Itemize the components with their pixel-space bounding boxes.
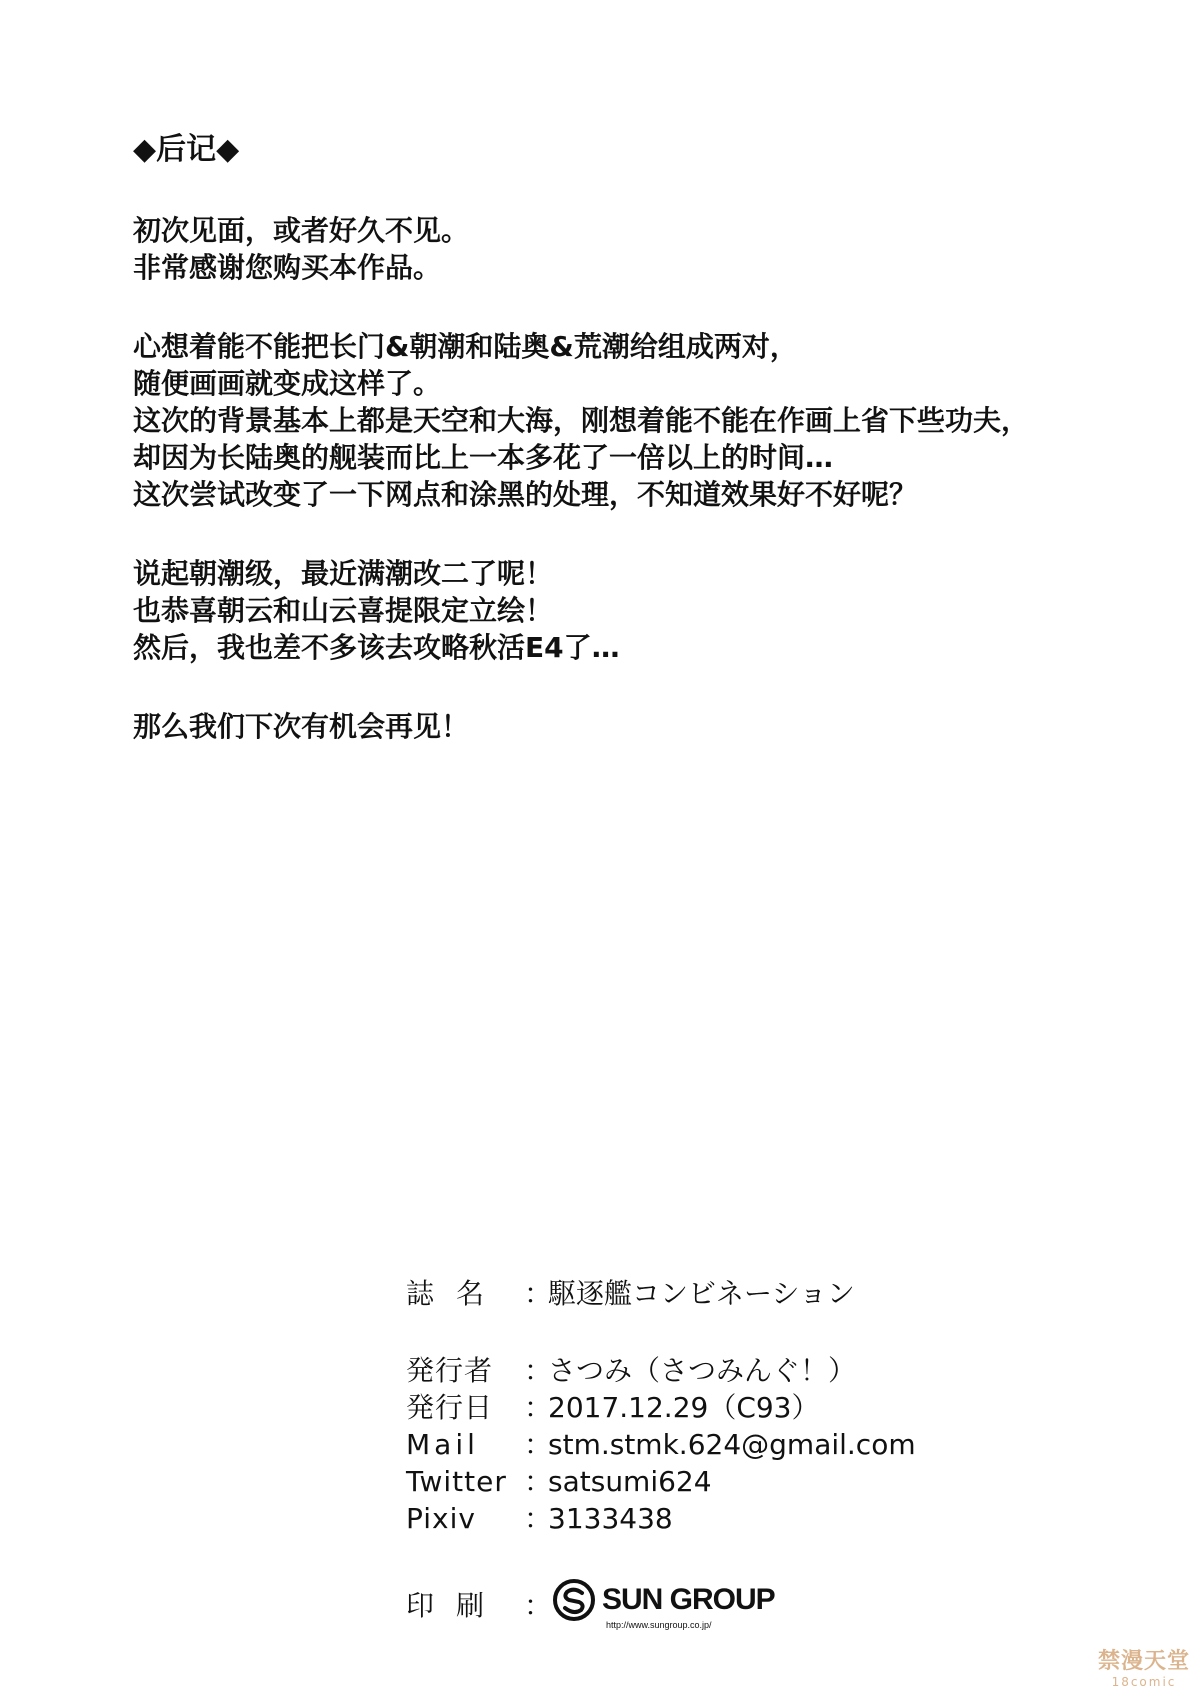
- colophon-twitter-label: Twitter: [406, 1465, 507, 1498]
- sun-group-emblem-icon: [552, 1578, 596, 1622]
- separator: ：: [524, 1428, 553, 1461]
- colophon-mail-row: [406, 1426, 926, 1463]
- colophon-date-value: 2017.12.29（C93）: [548, 1391, 820, 1424]
- colophon-pixiv-label: Pixiv: [406, 1502, 476, 1535]
- colophon-date-label: 発行日: [406, 1391, 494, 1424]
- watermark: [1098, 1644, 1190, 1689]
- colophon: [406, 1275, 926, 1631]
- afterword: [133, 130, 1153, 745]
- colophon-publisher-label: 発行者: [406, 1354, 494, 1387]
- sun-group-logo: [552, 1578, 775, 1630]
- colophon-mail-label: Mail: [406, 1428, 479, 1461]
- afterword-line: 初次见面，或者好久不见。: [133, 214, 470, 247]
- afterword-line: 非常感谢您购买本作品。: [133, 251, 442, 284]
- afterword-line: 也恭喜朝云和山云喜提限定立绘！: [133, 594, 554, 627]
- separator: ：: [524, 1465, 553, 1498]
- colophon-title-label: 誌名: [406, 1277, 507, 1310]
- colophon-pixiv-value: 3133438: [548, 1502, 673, 1535]
- afterword-heading: ◆后记◆: [133, 132, 240, 167]
- separator: ：: [524, 1277, 553, 1310]
- afterword-line: 却因为长陆奥的舰装而比上一本多花了一倍以上的时间…: [133, 441, 834, 474]
- afterword-line: 这次的背景基本上都是天空和大海，刚想着能不能在作画上省下些功夫，: [133, 404, 1030, 437]
- colophon-twitter-row: [406, 1463, 926, 1500]
- watermark-bottom: 18comic: [1111, 1675, 1177, 1689]
- afterword-line: 说起朝潮级，最近满潮改二了呢！: [133, 557, 554, 590]
- afterword-line: 随便画画就变成这样了。: [133, 367, 442, 400]
- afterword-line: 然后，我也差不多该去攻略秋活E4了…: [133, 631, 620, 664]
- sun-group-logo-url: http://www.sungroup.co.jp/: [606, 1620, 712, 1630]
- colophon-twitter-value: satsumi624: [548, 1465, 712, 1498]
- colophon-title-value: 駆逐艦コンビネーション: [548, 1277, 855, 1310]
- colophon-date-row: [406, 1389, 926, 1426]
- watermark-top: 禁漫天堂: [1097, 1649, 1190, 1674]
- sun-group-logo-text: SUN GROUP: [602, 1583, 775, 1616]
- afterword-line: 这次尝试改变了一下网点和涂黑的处理，不知道效果好不好呢？: [133, 478, 918, 511]
- colophon-printer-row: [406, 1577, 926, 1631]
- separator: ：: [524, 1502, 553, 1535]
- afterword-line: 那么我们下次有机会再见！: [133, 710, 470, 743]
- separator: ：: [524, 1589, 553, 1622]
- colophon-printer-label: 印刷: [406, 1589, 507, 1622]
- separator: ：: [524, 1354, 553, 1387]
- colophon-mail-value: stm.stmk.624@gmail.com: [548, 1428, 916, 1461]
- colophon-title-row: [406, 1275, 926, 1312]
- colophon-publisher-value: さつみ（さつみんぐ！）: [548, 1354, 857, 1387]
- colophon-publisher-row: [406, 1352, 926, 1389]
- separator: ：: [524, 1391, 553, 1424]
- colophon-pixiv-row: [406, 1500, 926, 1537]
- afterword-line: 心想着能不能把长门&朝潮和陆奥&荒潮给组成两对，: [133, 330, 798, 363]
